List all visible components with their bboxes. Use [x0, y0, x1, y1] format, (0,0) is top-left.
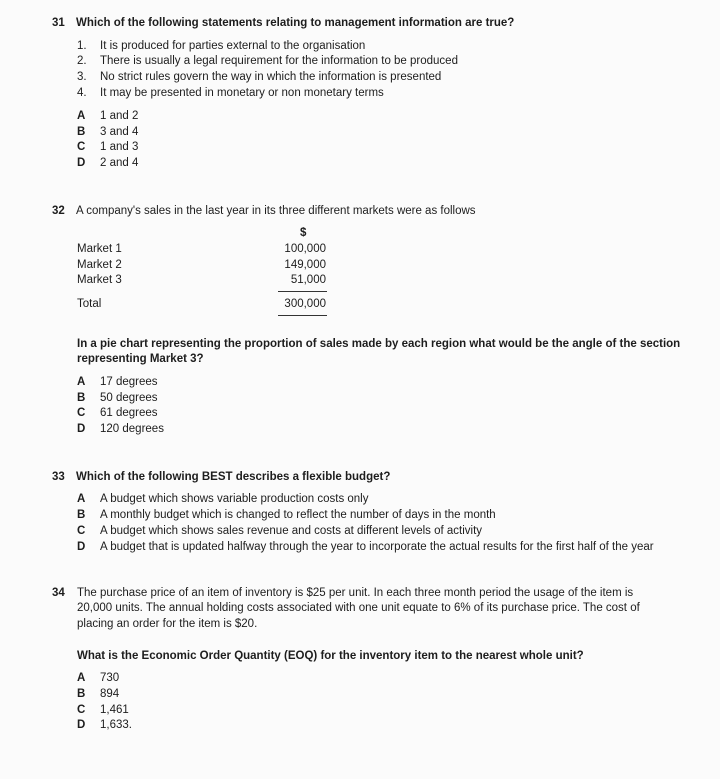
option-text[interactable]: A budget which shows variable production costs only [100, 493, 369, 505]
statement-number: 4. [77, 87, 87, 99]
market-label: Market 2 [77, 259, 122, 271]
question-prompt: What is the Economic Order Quantity (EOQ) for the inventory item to the nearest whole unit? [77, 650, 584, 662]
market-value: 51,000 [290, 274, 326, 286]
option-letter[interactable]: A [77, 110, 86, 122]
question-text: A company's sales in the last year in its three different markets were as follows [76, 205, 476, 217]
total-label: Total [77, 298, 102, 310]
question-text: 20,000 units. The annual holding costs associated with one unit equate to 6% of its purchase price. The cost of [77, 602, 640, 614]
question-number: 32 [52, 205, 65, 217]
currency-header: $ [300, 227, 307, 239]
market-label: Market 3 [77, 274, 122, 286]
option-text[interactable]: A budget which shows sales revenue and costs at different levels of activity [100, 525, 483, 537]
option-text[interactable]: 120 degrees [100, 423, 164, 435]
market-value: 100,000 [284, 243, 326, 255]
question-prompt: In a pie chart representing the proportion of sales made by each region what would be the angle of the section [77, 338, 681, 350]
option-text[interactable]: 17 degrees [100, 376, 158, 388]
option-text[interactable]: 61 degrees [100, 407, 158, 419]
option-letter[interactable]: B [77, 126, 86, 138]
option-text[interactable]: A monthly budget which is changed to reflect the number of days in the month [100, 509, 496, 521]
question-prompt: representing Market 3? [77, 353, 204, 365]
option-letter[interactable]: B [77, 688, 86, 700]
option-text[interactable]: 2 and 4 [100, 157, 139, 169]
statement-text: It is produced for parties external to the organisation [100, 40, 366, 52]
question-number: 33 [52, 471, 65, 483]
option-text[interactable]: 730 [100, 672, 120, 684]
option-letter[interactable]: A [77, 376, 86, 388]
market-value: 149,000 [284, 259, 326, 271]
market-label: Market 1 [77, 243, 122, 255]
option-text[interactable]: 3 and 4 [100, 126, 139, 138]
option-letter[interactable]: C [77, 704, 86, 716]
option-text[interactable]: 1 and 2 [100, 110, 139, 122]
question-text: Which of the following BEST describes a flexible budget? [76, 471, 391, 483]
option-text[interactable]: 1 and 3 [100, 141, 139, 153]
option-letter[interactable]: A [77, 493, 86, 505]
subtotal-rule [278, 291, 327, 292]
total-rule [278, 315, 327, 316]
question-text: The purchase price of an item of inventory is $25 per unit. In each three month period the usage of the item is [77, 587, 634, 599]
statement-number: 1. [77, 40, 87, 52]
option-letter[interactable]: C [77, 141, 86, 153]
statement-number: 3. [77, 71, 87, 83]
option-text[interactable]: 894 [100, 688, 120, 700]
statement-text: There is usually a legal requirement for the information to be produced [100, 55, 458, 67]
option-letter[interactable]: D [77, 541, 86, 553]
option-letter[interactable]: A [77, 672, 86, 684]
question-number: 34 [52, 587, 65, 599]
statement-text: It may be presented in monetary or non monetary terms [100, 87, 384, 99]
total-value: 300,000 [284, 298, 326, 310]
option-letter[interactable]: C [77, 525, 86, 537]
option-letter[interactable]: C [77, 407, 86, 419]
question-text: placing an order for the item is $20. [77, 618, 258, 630]
option-letter[interactable]: B [77, 509, 86, 521]
option-text[interactable]: 1,461 [100, 704, 129, 716]
option-text[interactable]: A budget that is updated halfway through the year to incorporate the actual results for the first half of the year [100, 541, 654, 553]
question-text: Which of the following statements relating to management information are true? [76, 17, 515, 29]
option-letter[interactable]: D [77, 423, 86, 435]
option-text[interactable]: 1,633. [100, 719, 132, 731]
option-letter[interactable]: B [77, 392, 86, 404]
question-number: 31 [52, 17, 65, 29]
option-letter[interactable]: D [77, 157, 86, 169]
option-text[interactable]: 50 degrees [100, 392, 158, 404]
statement-number: 2. [77, 55, 87, 67]
option-letter[interactable]: D [77, 719, 86, 731]
statement-text: No strict rules govern the way in which the information is presented [100, 71, 442, 83]
